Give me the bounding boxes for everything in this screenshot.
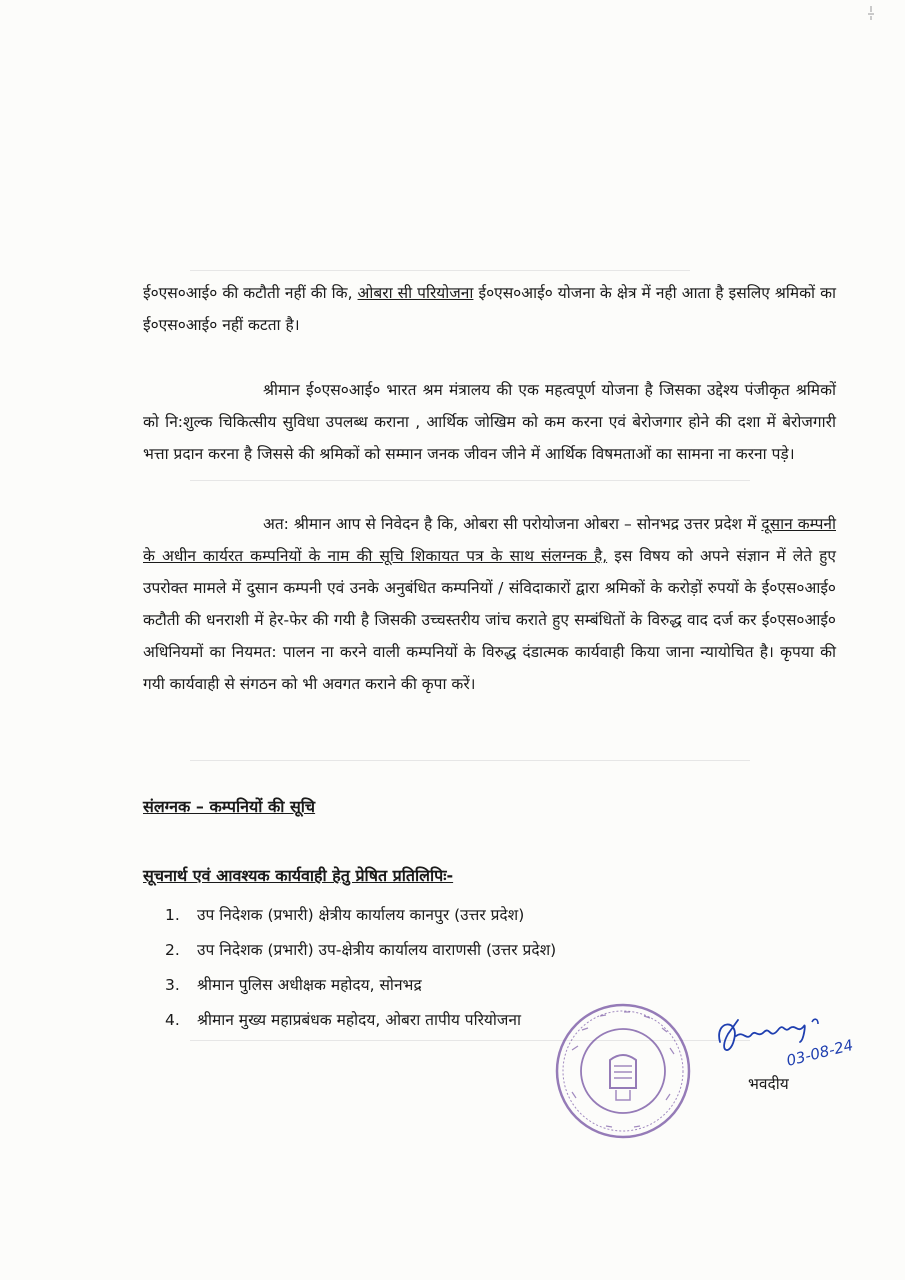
bleed-through-line: [190, 760, 750, 761]
copy-recipient-list: [165, 898, 556, 1038]
list-number: 3.: [165, 976, 180, 994]
list-number: 4.: [165, 1011, 180, 1029]
list-text: उप निदेशक (प्रभारी) उप-क्षेत्रीय कार्यालय वाराणसी (उत्तर प्रदेश): [197, 941, 557, 959]
list-item: [165, 1003, 556, 1038]
paragraph-text: इस विषय को अपने संज्ञान में लेते हुए उपरोक्त मामले में दुसान कम्पनी एवं उनके अनुबंधित कम्पनियों / संविदाकारों द्वारा श्रमिकों के करोड़ों रुपयों के ई०एस०आई० कटौती की धनराशी में हेर-फेर की गयी है जिसकी उच्चस्तरीय जांच कराते हुए सम्बंधितों के विरुद्ध वाद दर्ज कर ई०एस०आई० अधिनियमों का नियमत: पालन ना करने वाली कम्पनियों के विरुद्ध दंडात्मक कार्यवाही किया जाना न्यायोचित है। कृपया की गयी कार्यवाही से संगठन को भी अवगत कराने की कृपा करें।: [143, 547, 836, 693]
scan-mark-icon: [865, 4, 877, 22]
bleed-through-line: [190, 480, 750, 481]
underlined-project-name: ओबरा सी परियोजना: [357, 284, 474, 302]
list-item: [165, 968, 556, 1003]
paragraph-text: ई०एस०आई० की कटौती नहीं की कि,: [143, 284, 358, 302]
list-text: श्रीमान पुलिस अधीक्षक महोदय, सोनभद्र: [197, 976, 422, 994]
list-text: श्रीमान मुख्य महाप्रबंधक महोदय, ओबरा तापीय परियोजना: [197, 1011, 522, 1029]
list-number: 1.: [165, 906, 180, 924]
handwritten-signature-icon: [700, 1000, 870, 1080]
copy-to-heading: सूचनार्थ एवं आवश्यक कार्यवाही हेतु प्रेषित प्रतिलिपिः-: [143, 866, 454, 885]
signature-date: 03-08-24: [784, 1035, 856, 1070]
paragraph-text: अत: श्रीमान आप से निवेदन है कि, ओबरा सी परोयोजना ओबरा – सोनभद्र उत्तर प्रदेश में: [263, 515, 762, 533]
underlined-enclosure-note: दूसान कम्पनी के अधीन कार्यरत कम्पनियों के नाम की सूचि शिकायत पत्र के साथ संलग्नक है,: [143, 515, 836, 565]
bleed-through-line: [190, 270, 690, 271]
list-item: [165, 933, 556, 968]
list-item: [165, 898, 556, 933]
enclosure-heading: संलग्नक – कम्पनियों की सूचि: [143, 797, 316, 816]
paragraph-request: [143, 508, 836, 700]
paragraph-esi-not-deducted: [143, 277, 836, 341]
list-number: 2.: [165, 941, 180, 959]
paragraph-esi-scheme: श्रीमान ई०एस०आई० भारत श्रम मंत्रालय की एक महत्वपूर्ण योजना है जिसका उद्देश्य पंजीकृत श्रमिकों को नि:शुल्क चिकित्सीय सुविधा उपलब्ध कराना , आर्थिक जोखिम को कम करना एवं बेरोजगार होने की दशा में बेरोजगारी भत्ता प्रदान करना है जिससे की श्रमिकों को सम्मान जनक जीवन जीने में आर्थिक विषमताओं का सामना ना करना पड़े।: [143, 381, 836, 463]
organization-seal-icon: [552, 1000, 694, 1142]
paragraph-text: ई०एस०आई० योजना के क्षेत्र में नही आता है इसलिए श्रमिकों का ई०एस०आई० नहीं कटता है।: [143, 284, 836, 334]
list-text: उप निदेशक (प्रभारी) क्षेत्रीय कार्यालय कानपुर (उत्तर प्रदेश): [197, 906, 525, 924]
closing-salutation: भवदीय: [748, 1075, 789, 1093]
